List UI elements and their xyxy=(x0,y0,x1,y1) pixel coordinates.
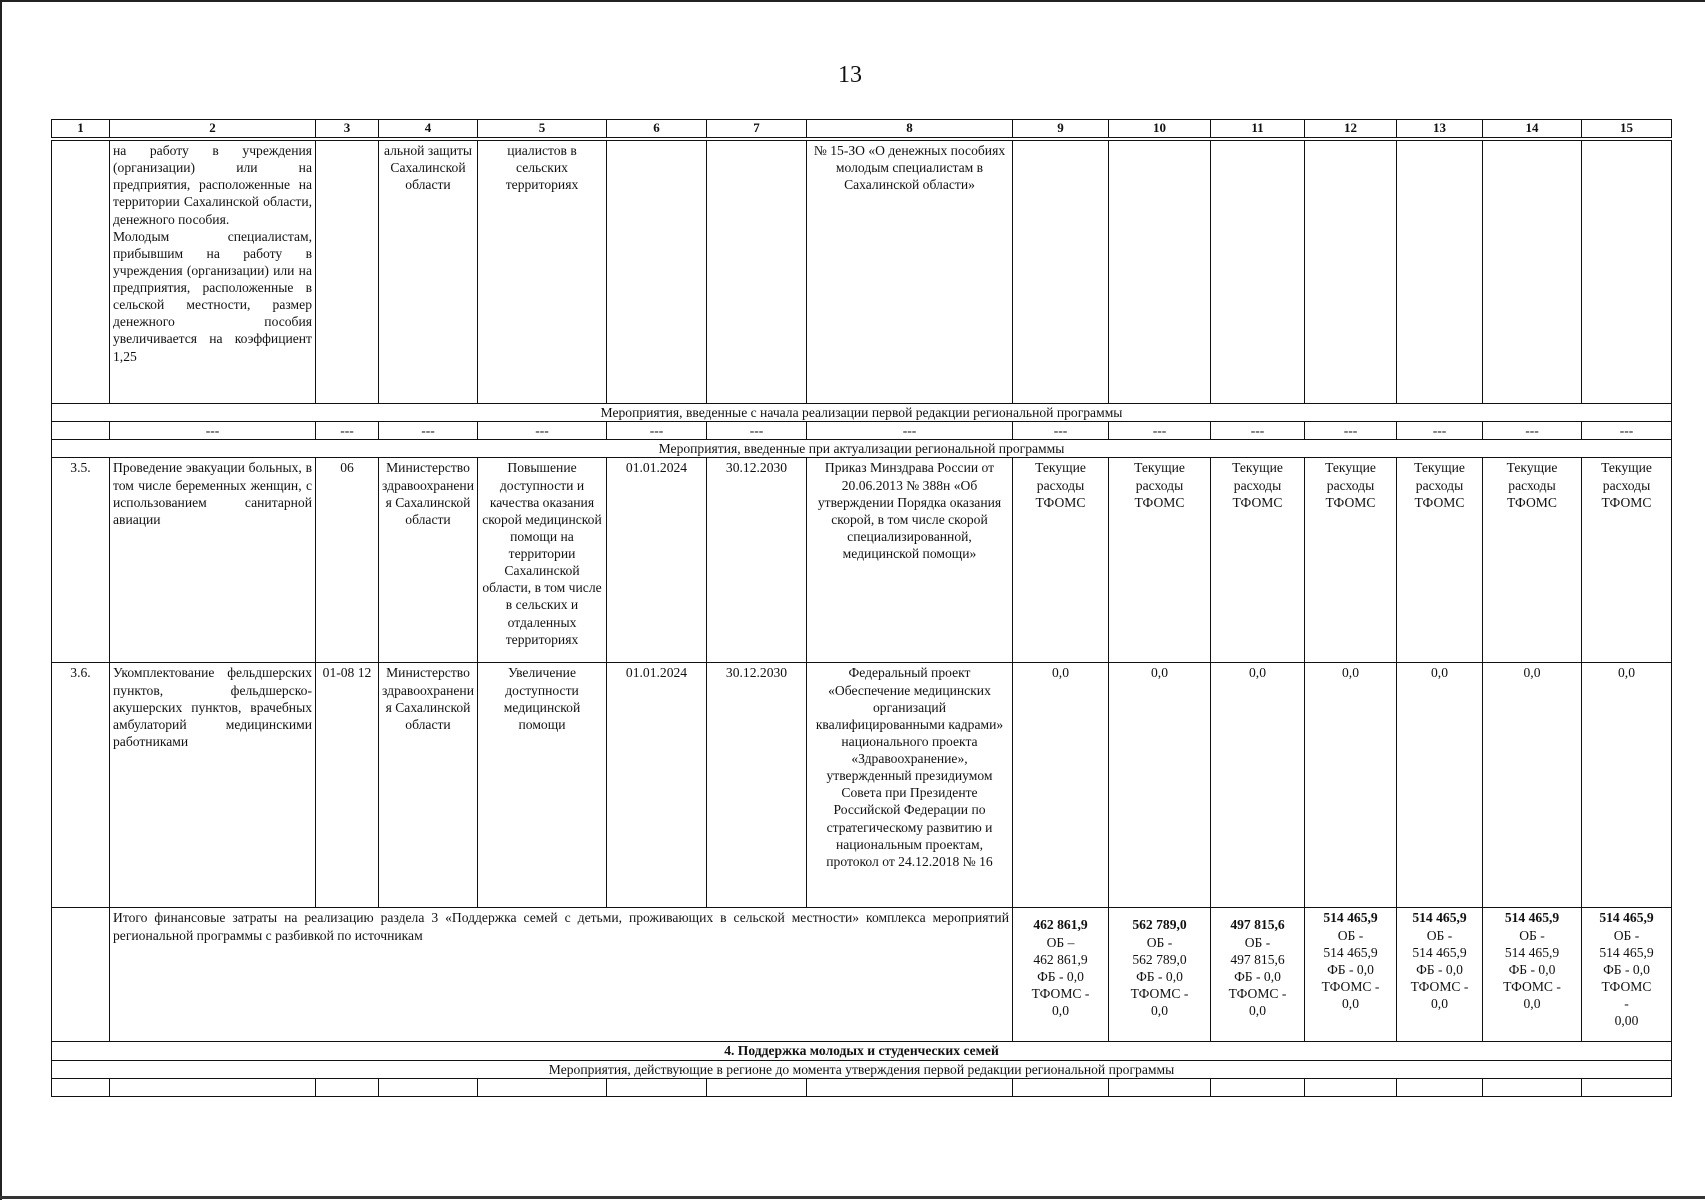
total-amount-cell xyxy=(1483,908,1582,1042)
column-number: 9 xyxy=(1013,120,1109,138)
total-fb: ФБ - 0,0 xyxy=(1508,961,1556,977)
result-cell: циалистов в сельских территориях xyxy=(478,141,607,404)
dash-cell: --- xyxy=(1211,422,1305,440)
financing-cell: Текущие расходы ТФОМС xyxy=(1582,458,1672,663)
total-fb: ФБ - 0,0 xyxy=(1603,961,1650,977)
dash-cell: --- xyxy=(707,422,807,440)
measure-name-cell: на работу в учреждения (организации) или на предприятия, расположенные на территории Сахалинской области, денежного пособия. Молодым специалистам, прибывшим на работу в учреждения (организации) или на предприятия, расположенные в сельской местности, размер денежного пособия увеличивается на коэффициент 1,25 xyxy=(110,141,316,404)
dash-cell: --- xyxy=(1483,422,1582,440)
column-number: 2 xyxy=(110,120,316,138)
basis-cell: Федеральный проект «Обеспечение медицинских организаций квалифицированными кадрами» национального проекта «Здравоохранение», утвержденный президиумом Совета при Президенте Российской Федерации по стратегическому развитию и национальным проектам, протокол от 24.12.2018 № 16 xyxy=(807,663,1013,908)
column-number: 3 xyxy=(316,120,379,138)
financing-cell: 0,0 xyxy=(1013,663,1109,908)
column-number: 11 xyxy=(1211,120,1305,138)
financing-cell: Текущие расходы ТФОМС xyxy=(1013,458,1109,663)
empty-row xyxy=(52,1078,1672,1096)
total-tfoms: ТФОМС - 0,0 xyxy=(1321,978,1380,1011)
total-fb: ФБ - 0,0 xyxy=(1416,961,1463,977)
dash-cell: --- xyxy=(478,422,607,440)
total-amount-cell xyxy=(1582,908,1672,1042)
dash-cell: --- xyxy=(316,422,379,440)
financing-cell: Текущие расходы ТФОМС xyxy=(1211,458,1305,663)
basis-cell: № 15-ЗО «О денежных пособиях молодым специалистам в Сахалинской области» xyxy=(807,141,1013,404)
scan-edge-top xyxy=(0,0,1705,2)
total-fb: ФБ - 0,0 xyxy=(1327,961,1374,977)
end-date-cell: 30.12.2030 xyxy=(707,663,807,908)
measure-name-cell: Укомплектование фельдшерских пунктов, фельдшерско-акушерских пунктов, врачебных амбулаторий медицинскими работниками xyxy=(110,663,316,908)
total-amount-cell xyxy=(1397,908,1483,1042)
code-cell: 06 xyxy=(316,458,379,663)
column-number: 4 xyxy=(379,120,478,138)
program-table xyxy=(51,119,1672,1097)
total-tfoms: ТФОМС - 0,0 xyxy=(1130,985,1189,1018)
financing-cell: 0,0 xyxy=(1483,663,1582,908)
total-ob: ОБ - 514 465,9 xyxy=(1323,927,1378,960)
total-fb: ФБ - 0,0 xyxy=(1234,968,1281,984)
total-sum: 514 465,9 xyxy=(1599,910,1654,926)
section-heading: Мероприятия, действующие в регионе до момента утверждения первой редакции региональной программы xyxy=(52,1060,1672,1078)
total-ob: ОБ - 514 465,9 xyxy=(1599,927,1654,960)
section-before-first-edition xyxy=(52,1060,1672,1078)
financing-cell: Текущие расходы ТФОМС xyxy=(1109,458,1211,663)
financing-cell: Текущие расходы ТФОМС xyxy=(1397,458,1483,663)
column-number: 5 xyxy=(478,120,607,138)
dash-cell: --- xyxy=(1305,422,1397,440)
basis-cell: Приказ Минздрава России от 20.06.2013 № 388н «Об утверждении Порядка оказания скорой, в том числе скорой специализированной, медицинской помощи» xyxy=(807,458,1013,663)
financing-cell: 0,0 xyxy=(1582,663,1672,908)
result-cell: Увеличение доступности медицинской помощи xyxy=(478,663,607,908)
total-tfoms: ТФОМС - 0,00 xyxy=(1601,978,1652,1029)
total-label: Итого финансовые затраты на реализацию раздела 3 «Поддержка семей с детьми, проживающих в сельской местности» комплекса мероприятий региональной программы с разбивкой по источникам xyxy=(110,908,1013,1042)
financing-cell: Текущие расходы ТФОМС xyxy=(1305,458,1397,663)
column-number: 13 xyxy=(1397,120,1483,138)
total-tfoms: ТФОМС - 0,0 xyxy=(1228,985,1287,1018)
financing-cell: Текущие расходы ТФОМС xyxy=(1483,458,1582,663)
dash-cell: --- xyxy=(379,422,478,440)
column-number: 15 xyxy=(1582,120,1672,138)
total-ob: ОБ - 514 465,9 xyxy=(1504,927,1560,960)
total-amount-cell xyxy=(1109,908,1211,1042)
column-number: 6 xyxy=(607,120,707,138)
total-sum: 514 465,9 xyxy=(1412,910,1467,926)
section-heading: Мероприятия, введенные с начала реализации первой редакции региональной программы xyxy=(52,404,1672,422)
dash-cell: --- xyxy=(1582,422,1672,440)
dash-cell: --- xyxy=(1397,422,1483,440)
financing-cell: 0,0 xyxy=(1305,663,1397,908)
table-row-3-6 xyxy=(52,663,1672,908)
table-row-3-5 xyxy=(52,458,1672,663)
column-number: 12 xyxy=(1305,120,1397,138)
column-number: 1 xyxy=(52,120,110,138)
dash-cell: --- xyxy=(110,422,316,440)
financing-cell: 0,0 xyxy=(1397,663,1483,908)
start-date-cell: 01.01.2024 xyxy=(607,458,707,663)
scan-edge-left xyxy=(0,0,2,1200)
table-row-continuation xyxy=(52,141,1672,404)
dash-cell: --- xyxy=(1013,422,1109,440)
total-ob: ОБ - 497 815,6 xyxy=(1230,934,1285,967)
total-tfoms: ТФОМС - 0,0 xyxy=(1503,978,1561,1011)
column-number: 8 xyxy=(807,120,1013,138)
total-tfoms: ТФОМС - 0,0 xyxy=(1031,985,1090,1018)
column-number: 14 xyxy=(1483,120,1582,138)
dash-cell: --- xyxy=(1109,422,1211,440)
total-sum: 497 815,6 xyxy=(1230,917,1285,933)
row-number: 3.6. xyxy=(52,663,110,908)
result-cell: Повышение доступности и качества оказания скорой медицинской помощи на территории Сахалинской области, в том числе в сельских и отдаленных территориях xyxy=(478,458,607,663)
total-amount-cell xyxy=(1305,908,1397,1042)
dash-row xyxy=(52,422,1672,440)
dash-cell: --- xyxy=(807,422,1013,440)
table-row-total xyxy=(52,908,1672,1042)
section-actualization xyxy=(52,440,1672,458)
financing-cell: 0,0 xyxy=(1109,663,1211,908)
column-number-row xyxy=(52,120,1672,138)
total-ob: ОБ - 514 465,9 xyxy=(1412,927,1467,960)
end-date-cell: 30.12.2030 xyxy=(707,458,807,663)
total-sum: 562 789,0 xyxy=(1132,917,1187,933)
executor-cell: Министерство здравоохранения Сахалинской области xyxy=(379,663,478,908)
column-number: 10 xyxy=(1109,120,1211,138)
code-cell: 01-08 12 xyxy=(316,663,379,908)
column-number: 7 xyxy=(707,120,807,138)
page-number: 13 xyxy=(838,62,862,88)
section-heading: 4. Поддержка молодых и студенческих семей xyxy=(52,1042,1672,1060)
total-tfoms: ТФОМС - 0,0 xyxy=(1410,978,1469,1011)
total-sum: 514 465,9 xyxy=(1504,910,1560,926)
row-number: 3.5. xyxy=(52,458,110,663)
total-amount-cell xyxy=(1013,908,1109,1042)
scan-edge-bottom xyxy=(0,1196,1705,1199)
measure-name-cell: Проведение эвакуации больных, в том числе беременных женщин, с использованием санитарной авиации xyxy=(110,458,316,663)
start-date-cell: 01.01.2024 xyxy=(607,663,707,908)
total-ob: ОБ – 462 861,9 xyxy=(1033,934,1088,967)
total-sum: 462 861,9 xyxy=(1033,917,1088,933)
section-first-edition xyxy=(52,404,1672,422)
total-fb: ФБ - 0,0 xyxy=(1037,968,1084,984)
total-fb: ФБ - 0,0 xyxy=(1136,968,1183,984)
section-heading: Мероприятия, введенные при актуализации региональной программы xyxy=(52,440,1672,458)
total-ob: ОБ - 562 789,0 xyxy=(1132,934,1187,967)
total-sum: 514 465,9 xyxy=(1323,910,1378,926)
total-amount-cell xyxy=(1211,908,1305,1042)
executor-cell: Министерство здравоохранения Сахалинской области xyxy=(379,458,478,663)
dash-cell: --- xyxy=(607,422,707,440)
financing-cell: 0,0 xyxy=(1211,663,1305,908)
section-4-heading-row xyxy=(52,1042,1672,1060)
executor-cell: альной защиты Сахалинской области xyxy=(379,141,478,404)
